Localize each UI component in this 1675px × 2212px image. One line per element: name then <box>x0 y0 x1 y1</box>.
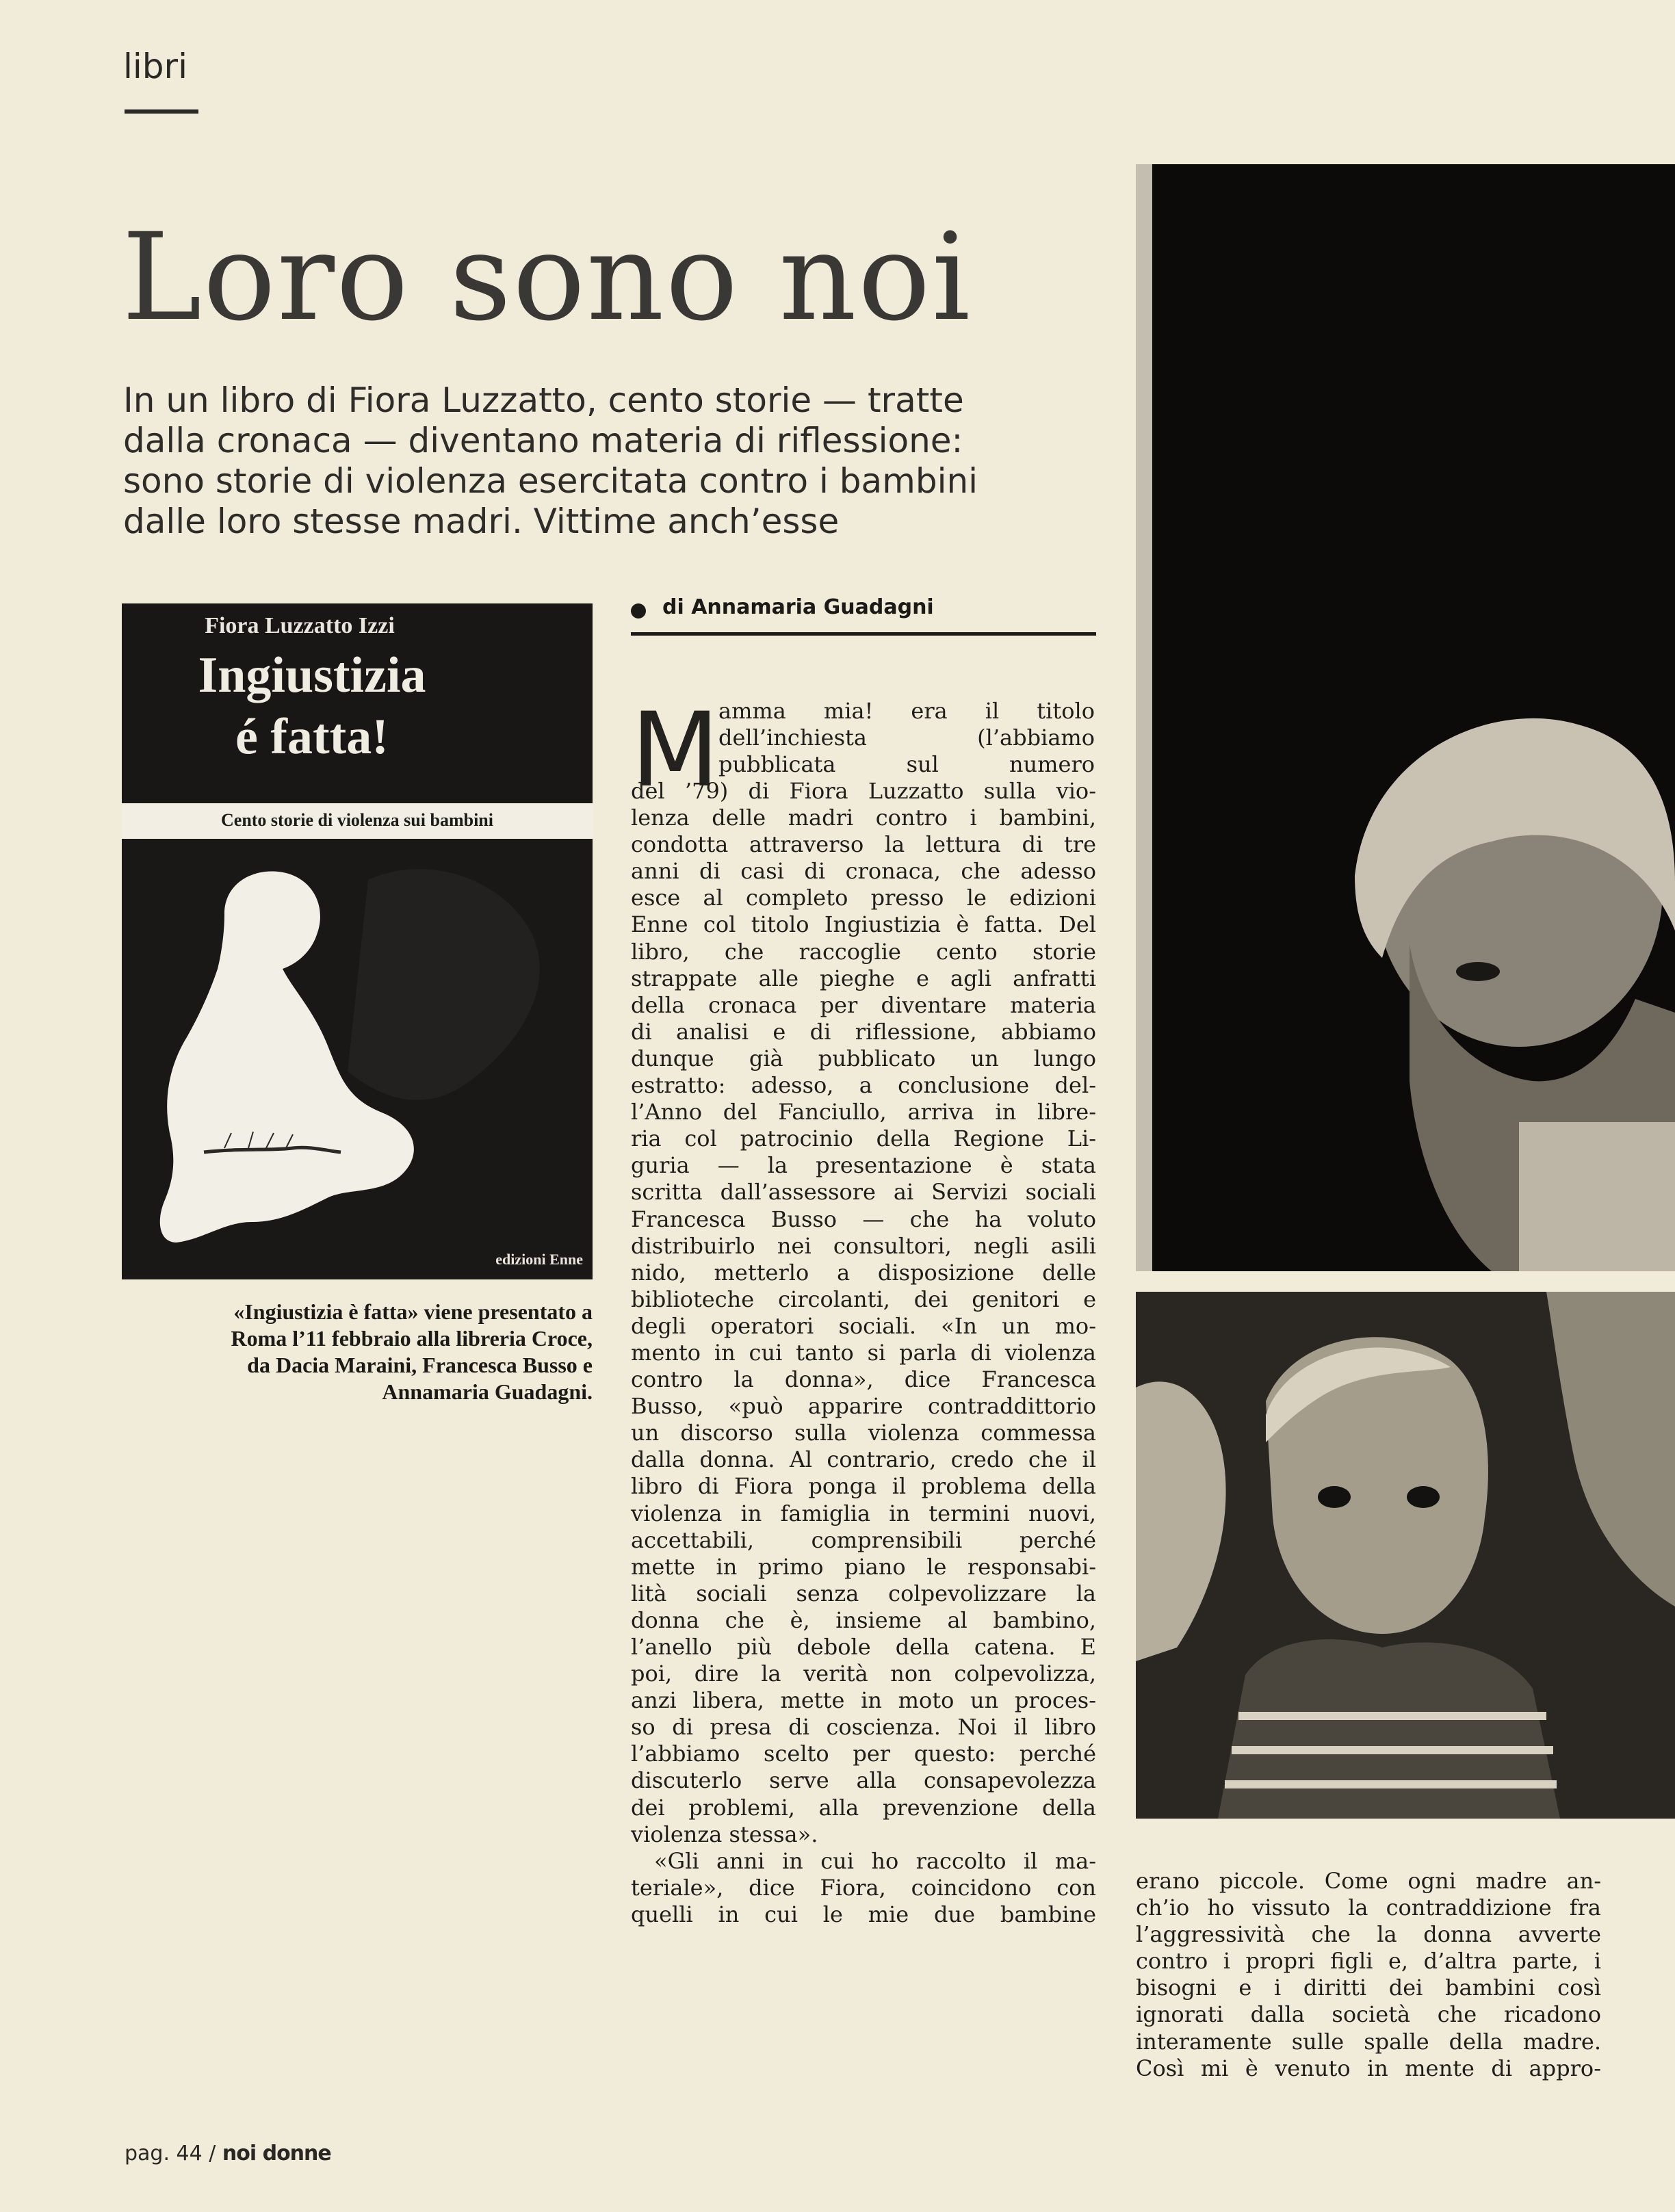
cover-title <box>122 645 502 768</box>
article-line: un discorso sulla violenza commessa <box>631 1420 1096 1446</box>
article-line: distribuirlo nei consultori, negli asili <box>631 1232 1096 1259</box>
article-line: Busso, «può apparire contraddittorio <box>631 1393 1096 1420</box>
article-line: donna che è, insieme al bambino, <box>631 1606 1096 1633</box>
article-line: l’Anno del Fanciullo, arriva in libre- <box>631 1099 1096 1125</box>
subtitle-line: dalle loro stesse madri. Vittime anch’esse <box>123 502 840 541</box>
article-column-1 <box>631 778 1096 1928</box>
article-line: strappate alle pieghe e agli anfratti <box>631 965 1096 991</box>
article-line: condotta attraverso la lettura di tre <box>631 831 1096 858</box>
cover-caption <box>123 1299 593 1405</box>
article-column-2 <box>1136 1868 1601 2082</box>
article-line: biblioteche circolanti, dei genitori e <box>631 1286 1096 1312</box>
magazine-name: noi donne <box>222 2142 331 2165</box>
article-line: quelli in cui le mie due bambine <box>631 1901 1096 1927</box>
child-photo-boy <box>1136 1292 1675 1819</box>
cover-author: Fiora Luzzatto Izzi <box>205 613 395 638</box>
article-line: lenza delle madri contro i bambini, <box>631 805 1096 831</box>
caption-line: da Dacia Maraini, Francesca Busso e <box>247 1353 593 1377</box>
article-line: nido, metterlo a disposizione delle <box>631 1259 1096 1286</box>
article-line: guria — la presentazione è stata <box>631 1152 1096 1179</box>
article-line: dunque già pubblicato un lungo <box>631 1045 1096 1071</box>
article-line: teriale», dice Fiora, coincidono con <box>631 1874 1096 1901</box>
article-line: di analisi e di riflessione, abbiamo <box>631 1018 1096 1045</box>
drop-cap: M <box>631 691 720 810</box>
section-rule <box>125 109 198 114</box>
cover-publisher: edizioni Enne <box>495 1251 583 1268</box>
article-line: anzi libera, mette in moto un proces- <box>631 1687 1096 1714</box>
article-line: discuterlo serve alla consapevolezza <box>631 1767 1096 1794</box>
article-line: ignorati dalla società che ricadono <box>1136 2001 1601 2028</box>
book-cover-image <box>122 603 593 1279</box>
article-line: estratto: adesso, a conclusione del- <box>631 1072 1096 1099</box>
byline-rule <box>631 632 1096 636</box>
article-line: «Gli anni in cui ho raccolto il ma- <box>654 1847 1096 1874</box>
subtitle-line: sono storie di violenza esercitata contro i bambini <box>123 461 978 501</box>
article-line: l’abbiamo scelto per questo: perché <box>631 1741 1096 1767</box>
article-line: contro i propri figli e, d’altra parte, i <box>1136 1948 1601 1975</box>
article-line: bisogni e i diritti dei bambini così <box>1136 1975 1601 2001</box>
article-line: libro, che raccoglie cento storie <box>631 938 1096 965</box>
mother-silhouette-illustration <box>122 839 593 1279</box>
article-line: so di presa di coscienza. Noi il libro <box>631 1714 1096 1741</box>
bullet-icon <box>631 603 646 619</box>
article-line: anni di casi di cronaca, che adesso <box>631 858 1096 885</box>
article-line: ch’io ho vissuto la contraddizione fra <box>1136 1895 1601 1921</box>
article-line: della cronaca per diventare materia <box>631 991 1096 1018</box>
article-line: erano piccole. Come ogni madre an- <box>1136 1868 1601 1894</box>
article-line: dei problemi, alla prevenzione della <box>631 1794 1096 1821</box>
article-line: lità sociali senza colpevolizzare la <box>631 1580 1096 1606</box>
article-line: dell’inchiesta (l’abbiamo <box>718 725 1095 751</box>
article-line: amma mia! era il titolo <box>718 698 1095 724</box>
article-line: l’anello più debole della catena. E <box>631 1634 1096 1660</box>
cover-title-line: é fatta! <box>235 709 389 765</box>
article-line: accettabili, comprensibili perché <box>631 1526 1096 1553</box>
article-line: degli operatori sociali. «In un mo- <box>631 1312 1096 1339</box>
caption-line: Annamaria Guadagni. <box>382 1379 593 1404</box>
section-label: libri <box>123 47 187 86</box>
article-title: Loro sono noi <box>122 207 972 348</box>
article-line: ria col patrocinio della Regione Li- <box>631 1125 1096 1152</box>
article-line: mento in cui tanto si parla di violenza <box>631 1339 1096 1366</box>
article-line: l’aggressività che la donna avverte <box>1136 1921 1601 1948</box>
article-line: contro la donna», dice Francesca <box>631 1366 1096 1393</box>
cover-title-line: Ingiustizia <box>198 647 426 703</box>
child-photo-girl <box>1136 164 1675 1271</box>
article-line: dalla donna. Al contrario, credo che il <box>631 1446 1096 1473</box>
article-line: esce al completo presso le edizioni <box>631 885 1096 911</box>
article-subtitle <box>123 380 1122 542</box>
byline: di Annamaria Guadagni <box>662 595 934 619</box>
article-line: violenza in famiglia in termini nuovi, <box>631 1500 1096 1526</box>
article-line: mette in primo piano le responsabi- <box>631 1553 1096 1580</box>
article-column-1-intro <box>718 698 1095 778</box>
article-line: interamente sulle spalle della madre. <box>1136 2028 1601 2055</box>
article-line: poi, dire la verità non colpevolizza, <box>631 1661 1096 1687</box>
caption-line: Roma l’11 febbraio alla libreria Croce, <box>231 1326 593 1351</box>
article-line: del ’79) di Fiora Luzzatto sulla vio- <box>631 778 1096 804</box>
article-line: libro di Fiora ponga il problema della <box>631 1473 1096 1500</box>
page-footer <box>125 2142 331 2165</box>
article-line: violenza stessa». <box>631 1821 818 1847</box>
article-line: Enne col titolo Ingiustizia è fatta. Del <box>631 911 1096 938</box>
page-number: pag. 44 / <box>125 2142 216 2165</box>
subtitle-line: dalla cronaca — diventano materia di riflessione: <box>123 421 963 460</box>
article-line: pubblicata sul numero <box>718 751 1095 778</box>
article-line: Francesca Busso — che ha voluto <box>631 1206 1096 1232</box>
caption-line: «Ingiustizia è fatta» viene presentato a <box>233 1299 593 1324</box>
article-line: scritta dall’assessore ai Servizi sociali <box>631 1179 1096 1206</box>
article-line: Così mi è venuto in mente di appro- <box>1136 2055 1601 2081</box>
subtitle-line: In un libro di Fiora Luzzatto, cento storie — tratte <box>123 380 964 420</box>
cover-subtitle: Cento storie di violenza sui bambini <box>221 810 493 830</box>
